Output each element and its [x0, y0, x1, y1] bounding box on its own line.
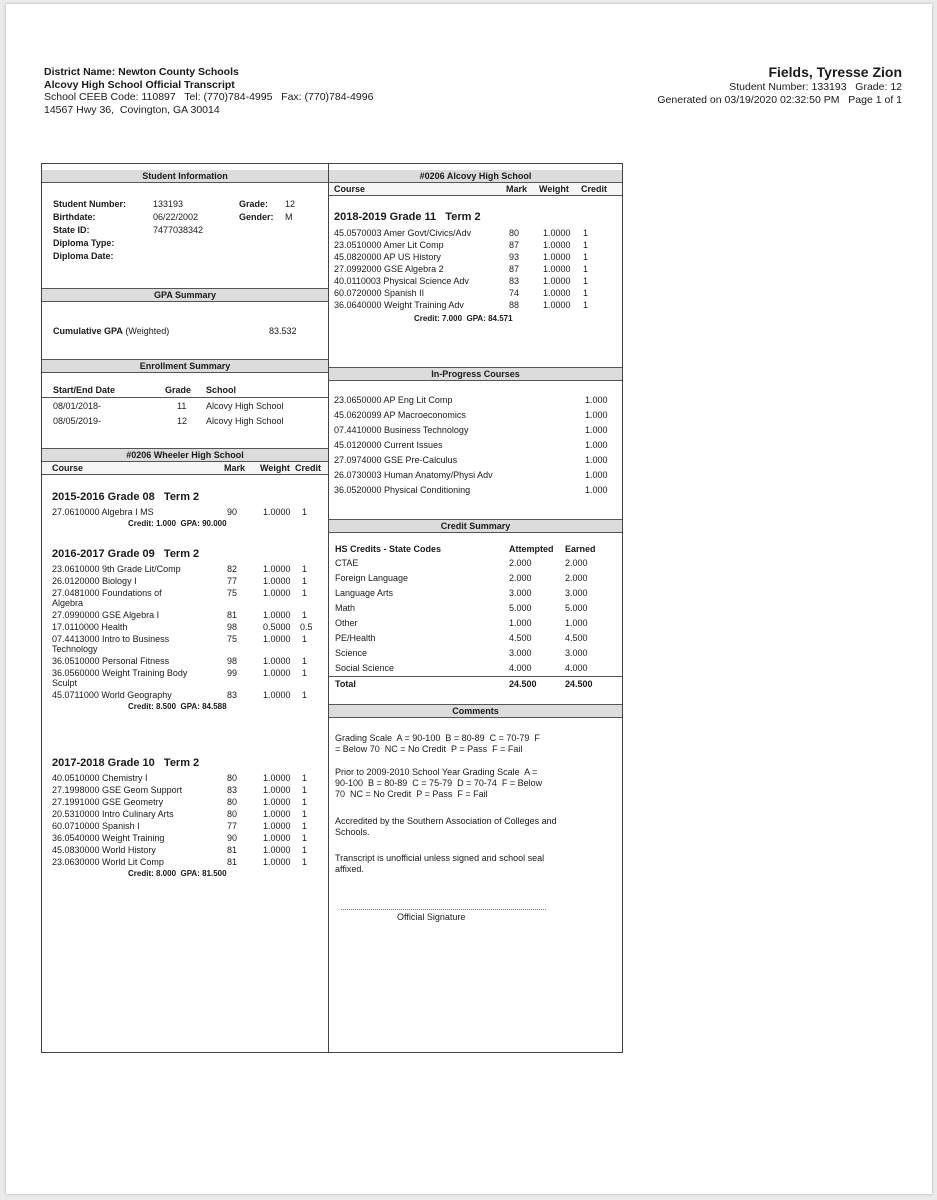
course-name: 23.0510000 Amer Lit Comp	[334, 240, 444, 250]
course-credit: 1	[302, 845, 308, 855]
credit-attempted: 4.500	[509, 633, 532, 643]
credit-area: Foreign Language	[335, 573, 409, 583]
course-weight: 1.0000	[543, 240, 571, 250]
course-name: 26.0120000 Biology I	[52, 576, 137, 586]
comment-line: 70 NC = No Credit P = Pass F = Fail	[335, 789, 488, 799]
enrollment-school-header: School	[206, 385, 237, 395]
comment-line: Prior to 2009-2010 School Year Grading Scale A =	[335, 767, 538, 777]
course-name: 27.0610000 Algebra I MS	[52, 507, 154, 517]
term-heading: 2015-2016 Grade 08 Term 2	[52, 491, 200, 503]
course-weight: 1.0000	[263, 634, 291, 644]
course-name: 20.5310000 Intro Culinary Arts	[52, 809, 174, 819]
course-credit: 1	[583, 252, 589, 262]
right-column	[329, 164, 622, 1052]
enrollment-grade: 11	[177, 401, 187, 411]
course-name: 40.0510000 Chemistry I	[52, 773, 148, 783]
credit-attempted: 3.000	[509, 648, 532, 658]
grade-value: 12	[285, 199, 296, 209]
course-credit: 1	[302, 833, 308, 843]
course-mark: 88	[509, 300, 520, 310]
course-credit: 1	[583, 240, 589, 250]
course-weight: 1.0000	[263, 564, 291, 574]
enrollment-summary-title: Enrollment Summary	[42, 359, 328, 373]
student-header	[657, 64, 902, 106]
course-mark: 90	[227, 833, 238, 843]
credit-total-attempted: 24.500	[509, 679, 537, 689]
credit-area: Other	[335, 618, 358, 628]
in-progress-credit: 1.000	[585, 440, 608, 450]
course-weight: 1.0000	[263, 610, 291, 620]
course-name: 45.0820000 AP US History	[334, 252, 441, 262]
comment-accreditation	[335, 816, 557, 838]
enrollment-dates-header: Start/End Date	[53, 385, 116, 395]
in-progress-course: 07.4410000 Business Technology	[334, 425, 469, 435]
course-mark: 93	[509, 252, 520, 262]
comment-line: Schools.	[335, 827, 370, 837]
course-name-continued: Algebra	[52, 598, 84, 608]
enrollment-date: 08/01/2018-	[53, 401, 102, 411]
course-mark: 75	[227, 634, 238, 644]
in-progress-course: 45.0620099 AP Macroeconomics	[334, 410, 466, 420]
course-credit: 1	[302, 857, 308, 867]
student-name: Fields, Tyresse Zion	[768, 64, 902, 80]
grade-label: Grade:	[239, 199, 269, 209]
term-heading: 2016-2017 Grade 09 Term 2	[52, 548, 200, 560]
school-contact: School CEEB Code: 110897 Tel: (770)784-4995 Fax: (770)784-4996	[44, 91, 374, 103]
cumulative-gpa-label: Cumulative GPA	[53, 326, 123, 336]
course-name: 27.0481000 Foundations of	[52, 588, 162, 598]
course-credit: 1	[302, 588, 308, 598]
course-credit: 1	[302, 690, 308, 700]
course-weight: 1.0000	[263, 809, 291, 819]
credit-earned-header: Earned	[565, 544, 596, 554]
course-name: 36.0640000 Weight Training Adv	[334, 300, 464, 310]
comment-grading-scale	[335, 733, 540, 755]
credit-codes-header: HS Credits - State Codes	[335, 544, 442, 554]
course-credit: 1	[302, 809, 308, 819]
course-name: 45.0711000 World Geography	[52, 690, 172, 700]
credit-header: Credit	[581, 184, 608, 194]
student-info-title: Student Information	[42, 170, 328, 183]
course-name: 27.0990000 GSE Algebra I	[52, 610, 160, 620]
course-credit: 1	[302, 797, 308, 807]
course-name: 36.0560000 Weight Training Body	[52, 668, 188, 678]
student-number-value: 133193	[153, 199, 184, 209]
course-mark: 82	[227, 564, 238, 574]
course-credit: 1	[302, 821, 308, 831]
course-weight: 1.0000	[263, 773, 291, 783]
course-weight: 1.0000	[543, 288, 571, 298]
mark-header: Mark	[224, 463, 246, 473]
enrollment-school: Alcovy High School	[206, 416, 284, 426]
credit-attempted-header: Attempted	[509, 544, 554, 554]
in-progress-credit: 1.000	[585, 470, 608, 480]
course-name: 36.0540000 Weight Training	[52, 833, 165, 843]
in-progress-course: 45.0120000 Current Issues	[334, 440, 443, 450]
course-credit: 1	[583, 300, 589, 310]
credit-attempted: 2.000	[509, 573, 532, 583]
course-credit: 1	[302, 507, 308, 517]
course-mark: 77	[227, 576, 238, 586]
alcovy-school-title: #0206 Alcovy High School	[329, 170, 622, 183]
course-name: 45.0830000 World History	[52, 845, 156, 855]
credit-earned: 5.000	[565, 603, 588, 613]
course-weight: 1.0000	[263, 576, 291, 586]
course-name: 23.0610000 9th Grade Lit/Comp	[52, 564, 181, 574]
credit-attempted: 3.000	[509, 588, 532, 598]
course-mark: 81	[227, 857, 238, 867]
course-credit: 1	[583, 276, 589, 286]
credit-attempted: 5.000	[509, 603, 532, 613]
comment-line: Transcript is unofficial unless signed and school seal	[335, 853, 545, 863]
credit-attempted: 2.000	[509, 558, 532, 568]
birthdate-value: 06/22/2002	[153, 212, 199, 222]
enrollment-grade-header: Grade	[165, 385, 192, 395]
course-weight: 1.0000	[263, 833, 291, 843]
in-progress-credit: 1.000	[585, 455, 608, 465]
course-credit: 1	[302, 576, 308, 586]
in-progress-credit: 1.000	[585, 485, 608, 495]
course-name: 07.4413000 Intro to Business	[52, 634, 170, 644]
school-header	[44, 66, 373, 116]
course-mark: 98	[227, 622, 238, 632]
school-address: 14567 Hwy 36, Covington, GA 30014	[44, 103, 220, 116]
course-mark: 87	[509, 240, 520, 250]
course-weight: 1.0000	[263, 656, 291, 666]
course-mark: 80	[227, 797, 238, 807]
course-mark: 90	[227, 507, 238, 517]
gender-value: M	[285, 212, 293, 222]
term-credit-gpa: Credit: 8.500 GPA: 84.588	[128, 702, 227, 711]
enrollment-grade: 12	[177, 416, 188, 426]
comment-line: Grading Scale A = 90-100 B = 80-89 C = 70-79 F	[335, 733, 540, 743]
course-credit: 1	[302, 634, 308, 644]
course-credit: 1	[583, 264, 589, 274]
in-progress-course: 36.0520000 Physical Conditioning	[334, 485, 471, 495]
credit-summary-title: Credit Summary	[329, 519, 622, 533]
course-mark: 87	[509, 264, 520, 274]
course-weight: 1.0000	[263, 821, 291, 831]
transcript-frame	[41, 163, 623, 1053]
course-weight: 1.0000	[543, 300, 571, 310]
alcovy-column-headers	[329, 183, 622, 196]
course-credit: 1	[302, 656, 308, 666]
comment-line: = Below 70 NC = No Credit P = Pass F = Fail	[335, 744, 523, 754]
course-weight: 1.0000	[263, 690, 291, 700]
course-name-continued: Sculpt	[52, 678, 78, 688]
enrollment-header-rule	[42, 397, 328, 398]
course-name: 60.0720000 Spanish II	[334, 288, 425, 298]
cumulative-gpa-value: 83.532	[269, 326, 297, 336]
course-credit: 1	[302, 773, 308, 783]
cumulative-gpa-weighted: (Weighted)	[125, 326, 170, 336]
term-heading: 2017-2018 Grade 10 Term 2	[52, 757, 200, 769]
comment-line: affixed.	[335, 864, 364, 874]
course-weight: 1.0000	[263, 845, 291, 855]
course-mark: 80	[227, 809, 238, 819]
signature-line	[341, 909, 546, 910]
birthdate-label: Birthdate:	[53, 212, 96, 222]
credit-attempted: 4.000	[509, 663, 532, 673]
course-credit: 1	[302, 785, 308, 795]
course-mark: 81	[227, 610, 238, 620]
course-header: Course	[334, 184, 366, 194]
course-name: 27.1991000 GSE Geometry	[52, 797, 164, 807]
course-weight: 1.0000	[263, 507, 291, 517]
enrollment-date: 08/05/2019-	[53, 416, 102, 426]
in-progress-credit: 1.000	[585, 395, 608, 405]
credit-area: Language Arts	[335, 588, 394, 598]
diploma-type-label: Diploma Type:	[53, 238, 115, 248]
course-mark: 98	[227, 656, 238, 666]
course-name: 23.0630000 World Lit Comp	[52, 857, 164, 867]
credit-total-rule	[329, 676, 622, 677]
credit-earned: 4.500	[565, 633, 588, 643]
credit-header: Credit	[295, 463, 322, 473]
credit-earned: 4.000	[565, 663, 588, 673]
in-progress-course: 27.0974000 GSE Pre-Calculus	[334, 455, 458, 465]
course-weight: 1.0000	[263, 857, 291, 867]
course-credit: 1	[302, 610, 308, 620]
course-name: 17.0110000 Health	[52, 622, 128, 632]
course-mark: 77	[227, 821, 238, 831]
state-id-value: 7477038342	[153, 225, 204, 235]
course-name: 27.1998000 GSE Geom Support	[52, 785, 183, 795]
course-mark: 99	[227, 668, 238, 678]
comment-unofficial-notice	[335, 853, 544, 875]
weight-header: Weight	[539, 184, 569, 194]
transcript-title: Alcovy High School Official Transcript	[44, 78, 235, 91]
course-name: 60.0710000 Spanish I	[52, 821, 140, 831]
course-credit: 1	[302, 564, 308, 574]
course-mark: 83	[227, 690, 238, 700]
in-progress-title: In-Progress Courses	[329, 367, 622, 381]
credit-area: PE/Health	[335, 633, 376, 643]
official-signature-label: Official Signature	[397, 912, 466, 922]
comment-line: 90-100 B = 80-89 C = 75-79 D = 70-74 F = Below	[335, 778, 543, 788]
course-mark: 81	[227, 845, 238, 855]
course-header: Course	[52, 463, 84, 473]
in-progress-course: 23.0650000 AP Eng Lit Comp	[334, 395, 453, 405]
comments-title: Comments	[329, 704, 622, 718]
course-credit: 0.5	[300, 622, 313, 632]
credit-earned: 2.000	[565, 573, 588, 583]
course-mark: 74	[509, 288, 520, 298]
course-weight: 0.5000	[263, 622, 291, 632]
course-mark: 75	[227, 588, 238, 598]
course-credit: 1	[302, 668, 308, 678]
course-name: 36.0510000 Personal Fitness	[52, 656, 170, 666]
term-credit-gpa: Credit: 1.000 GPA: 90.000	[128, 519, 227, 528]
course-name: 40.0110003 Physical Science Adv	[334, 276, 469, 286]
in-progress-course: 26.0730003 Human Anatomy/Physi Adv	[334, 470, 493, 480]
credit-total-earned: 24.500	[565, 679, 593, 689]
state-id-label: State ID:	[53, 225, 90, 235]
course-name: 27.0992000 GSE Algebra 2	[334, 264, 444, 274]
credit-total-label: Total	[335, 679, 356, 689]
student-number-label: Student Number:	[53, 199, 126, 209]
course-mark: 83	[227, 785, 238, 795]
course-mark: 83	[509, 276, 520, 286]
gender-label: Gender:	[239, 212, 274, 222]
wheeler-column-headers	[42, 462, 328, 475]
term-credit-gpa: Credit: 7.000 GPA: 84.571	[414, 314, 513, 323]
generated-timestamp: Generated on 03/19/2020 02:32:50 PM Page 1 of 1	[657, 93, 902, 106]
credit-area: Social Science	[335, 663, 395, 673]
credit-area: Science	[335, 648, 368, 658]
wheeler-school-title: #0206 Wheeler High School	[42, 448, 328, 462]
transcript-page	[6, 4, 932, 1194]
course-weight: 1.0000	[543, 228, 571, 238]
credit-area: Math	[335, 603, 356, 613]
in-progress-credit: 1.000	[585, 425, 608, 435]
enrollment-school: Alcovy High School	[206, 401, 284, 411]
diploma-date-label: Diploma Date:	[53, 251, 114, 261]
left-column	[42, 164, 328, 1052]
course-weight: 1.0000	[263, 588, 291, 598]
comment-line: Accredited by the Southern Association of Colleges and	[335, 816, 557, 826]
in-progress-credit: 1.000	[585, 410, 608, 420]
course-credit: 1	[583, 288, 589, 298]
course-mark: 80	[509, 228, 520, 238]
course-credit: 1	[583, 228, 589, 238]
gpa-summary-title: GPA Summary	[42, 288, 328, 302]
district-name: District Name: Newton County Schools	[44, 66, 239, 78]
cumulative-gpa	[53, 326, 169, 337]
credit-attempted: 1.000	[509, 618, 532, 628]
weight-header: Weight	[260, 463, 290, 473]
student-number-grade: Student Number: 133193 Grade: 12	[729, 81, 902, 93]
course-name: 45.0570003 Amer Govt/Civics/Adv	[334, 228, 472, 238]
credit-earned: 3.000	[565, 648, 588, 658]
course-weight: 1.0000	[543, 264, 571, 274]
credit-earned: 1.000	[565, 618, 588, 628]
mark-header: Mark	[506, 184, 528, 194]
comment-prior-scale	[335, 767, 542, 800]
credit-area: CTAE	[335, 558, 359, 568]
course-weight: 1.0000	[263, 785, 291, 795]
course-name-continued: Technology	[52, 644, 98, 654]
course-weight: 1.0000	[543, 252, 571, 262]
course-mark: 80	[227, 773, 238, 783]
course-weight: 1.0000	[263, 668, 291, 678]
term-heading: 2018-2019 Grade 11 Term 2	[334, 211, 481, 223]
credit-earned: 3.000	[565, 588, 588, 598]
course-weight: 1.0000	[263, 797, 291, 807]
course-weight: 1.0000	[543, 276, 571, 286]
term-credit-gpa: Credit: 8.000 GPA: 81.500	[128, 869, 227, 878]
credit-earned: 2.000	[565, 558, 588, 568]
